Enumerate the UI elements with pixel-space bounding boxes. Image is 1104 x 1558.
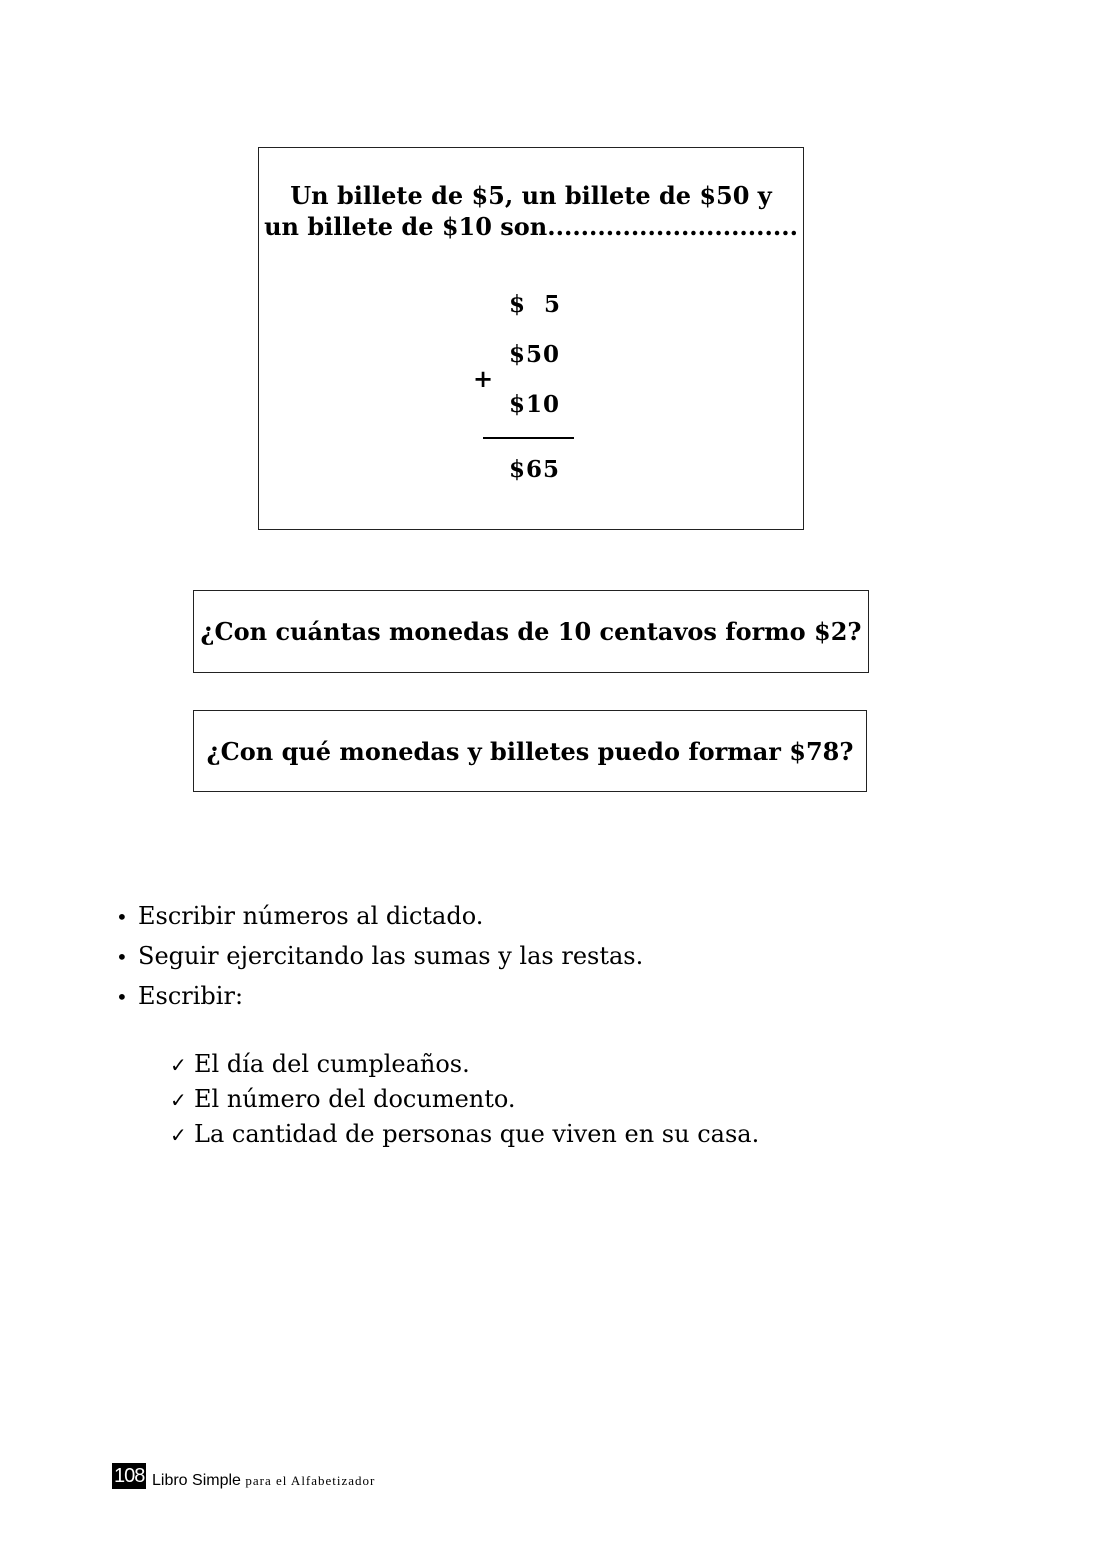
activity-item-text: Escribir: — [138, 982, 244, 1010]
activity-item — [116, 982, 243, 1010]
sum-total: $65 — [509, 456, 561, 483]
addend-5: $ 5 — [509, 291, 562, 318]
writing-task-text: La cantidad de personas que viven en su casa. — [194, 1120, 760, 1148]
book-title-main: Libro Simple — [152, 1472, 241, 1489]
problem-statement-line-2: un billete de $10 son.............................. — [264, 212, 798, 241]
page-number: 108 — [114, 1465, 145, 1487]
addend-10: $10 — [509, 391, 561, 418]
book-title-subtitle: para el Alfabetizador — [245, 1473, 376, 1488]
plus-sign: + — [473, 364, 494, 393]
sum-line — [483, 437, 574, 439]
activity-item — [116, 942, 643, 970]
problem-statement-line-1: Un billete de $5, un billete de $50 y — [290, 181, 772, 210]
writing-task-text: El número del documento. — [194, 1085, 516, 1113]
question-coins-bills-text: ¿Con qué monedas y billetes puedo formar $78? — [206, 736, 854, 766]
bullet-icon: • — [116, 945, 128, 969]
question-coins-text: ¿Con cuántas monedas de 10 centavos formo $2? — [200, 617, 862, 646]
activity-item-text: Seguir ejercitando las sumas y las restas. — [138, 942, 644, 970]
addend-50: $50 — [509, 341, 561, 368]
writing-task-item — [170, 1050, 470, 1078]
addition-problem-box — [258, 147, 804, 530]
writing-task-item — [170, 1120, 759, 1148]
question-box-coins — [193, 590, 869, 673]
book-title — [152, 1472, 375, 1490]
writing-task-item — [170, 1085, 516, 1113]
activity-item-text: Escribir números al dictado. — [138, 902, 484, 930]
question-box-coins-bills — [193, 710, 867, 792]
checkmark-icon: ✓ — [170, 1053, 187, 1077]
activity-item — [116, 902, 483, 930]
checkmark-icon: ✓ — [170, 1123, 187, 1147]
bullet-icon: • — [116, 905, 128, 929]
bullet-icon: • — [116, 985, 128, 1009]
checkmark-icon: ✓ — [170, 1088, 187, 1112]
writing-task-text: El día del cumpleaños. — [194, 1050, 470, 1078]
